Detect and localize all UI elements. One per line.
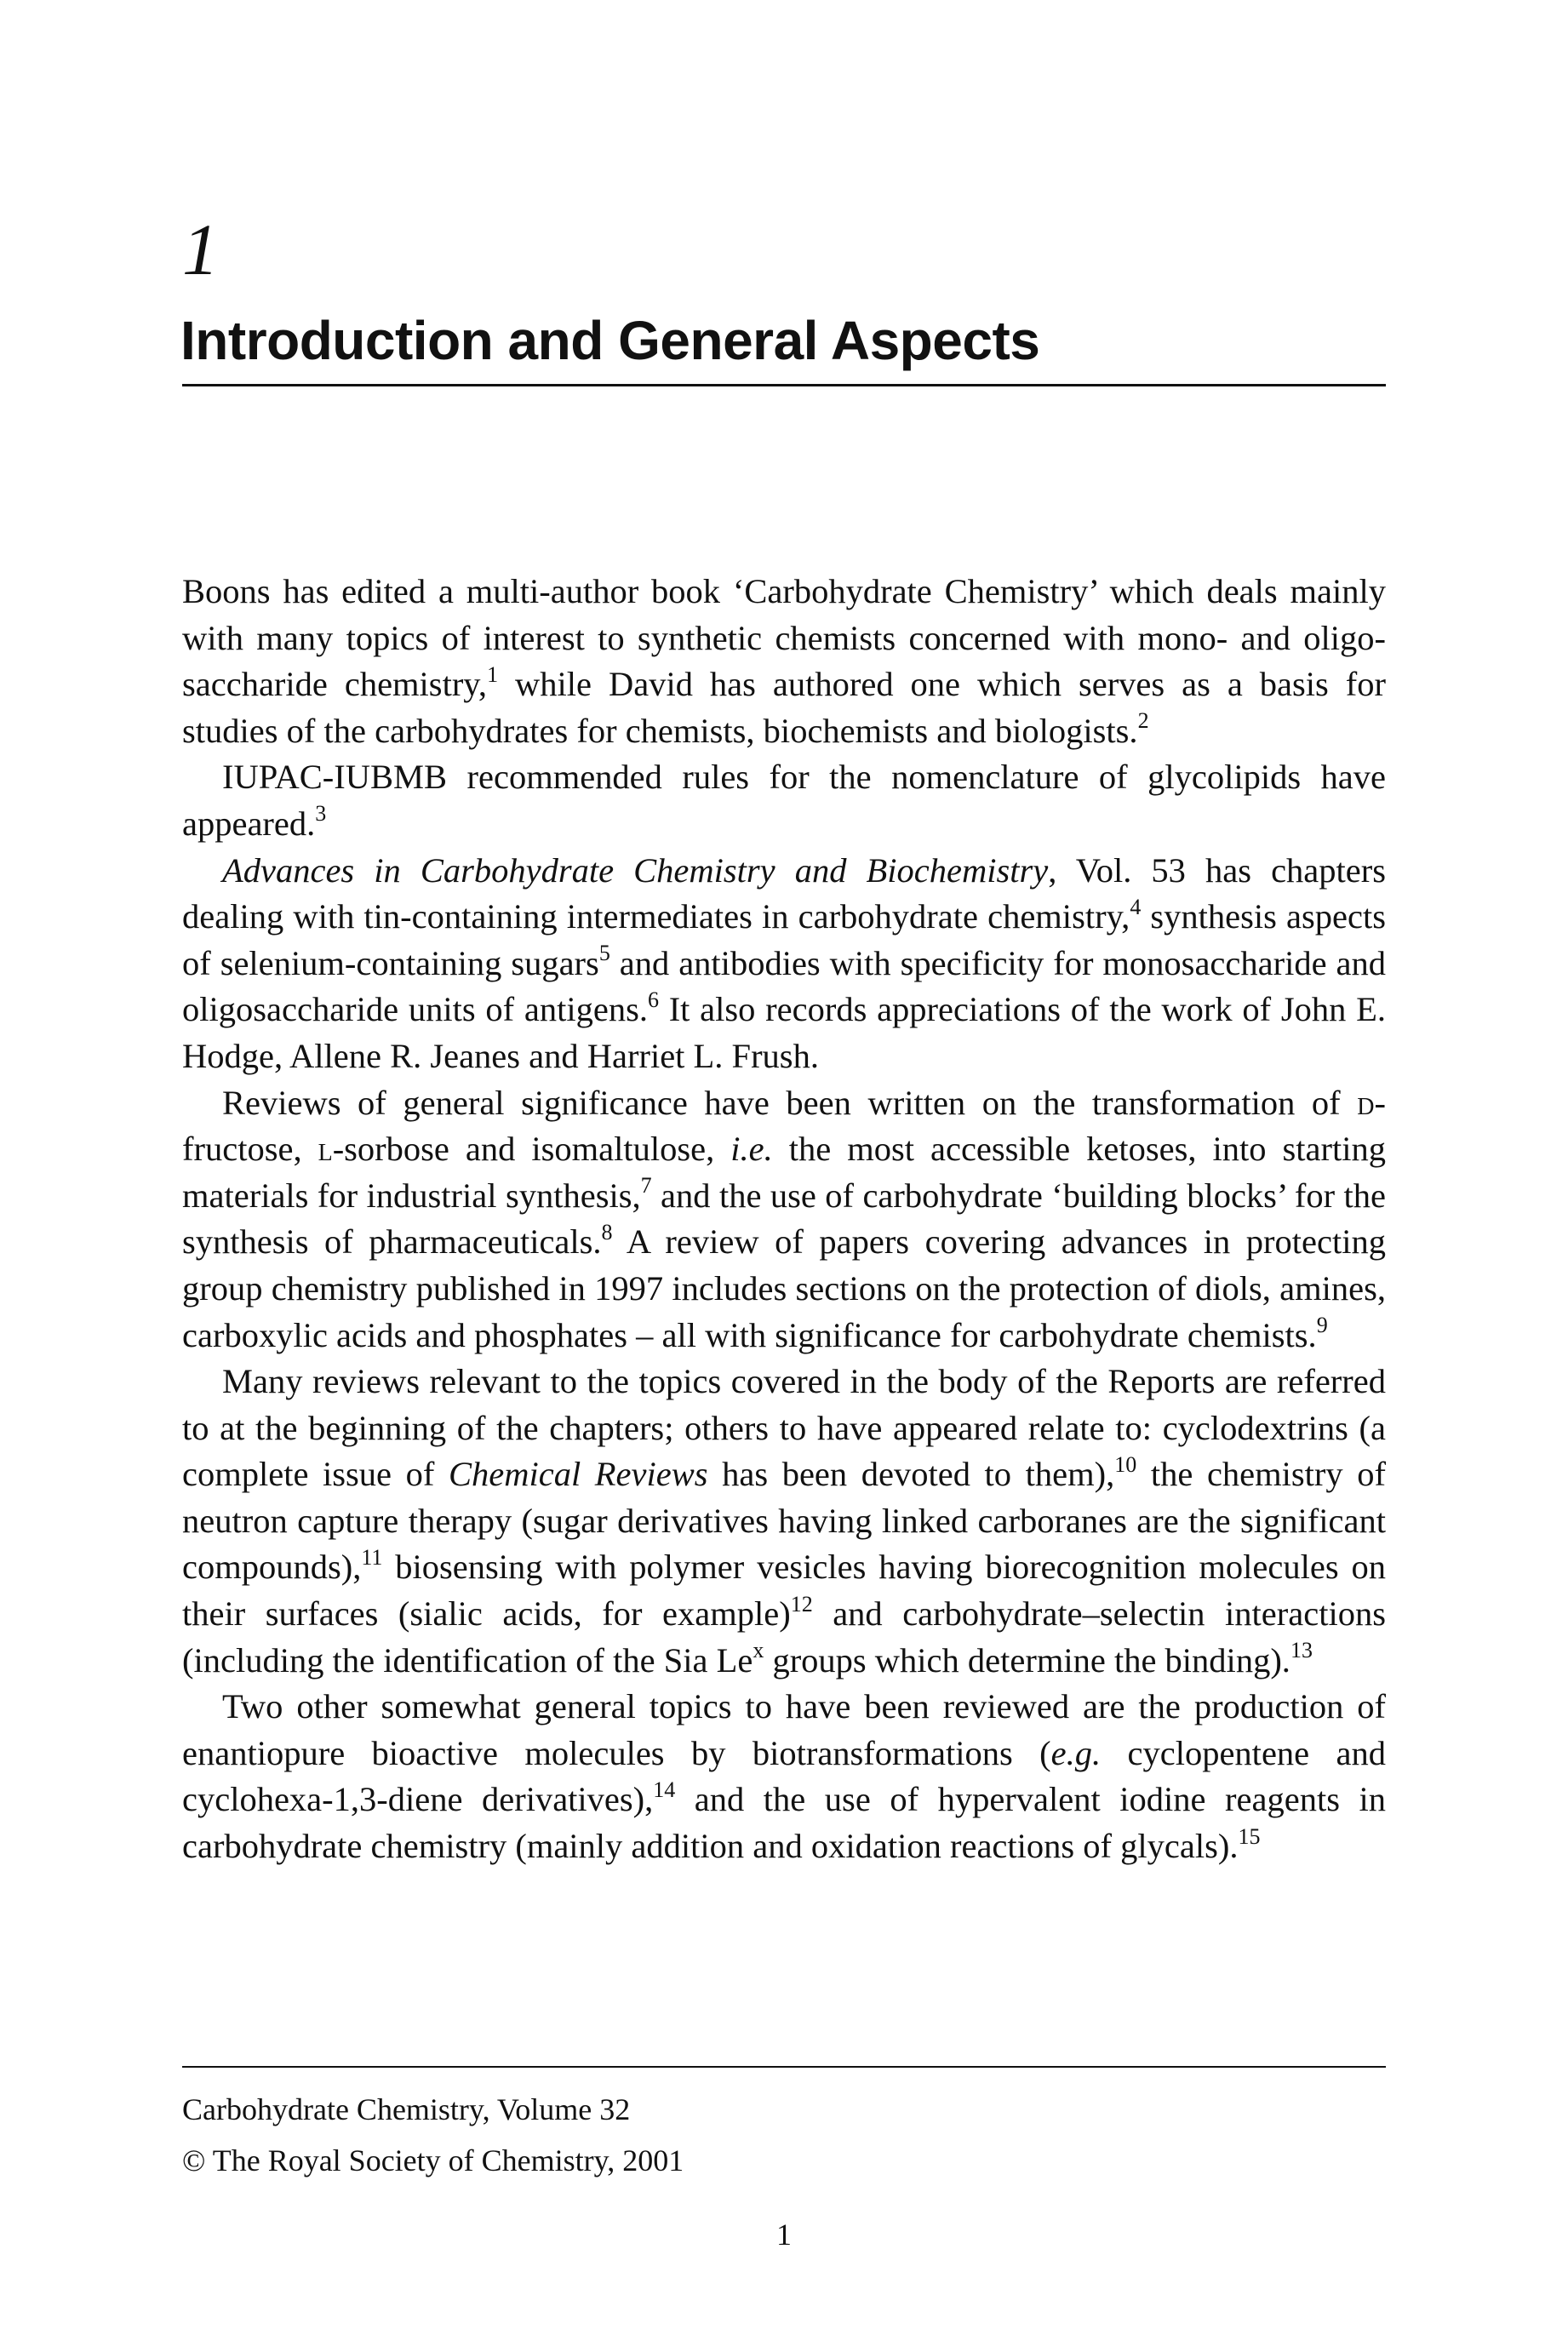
text-run: Two other somewhat general topics to have been reviewed are the production of enantiopure bioactive molecules by biotransformations ( xyxy=(182,1687,1386,1772)
footnote-copyright xyxy=(182,2145,684,2176)
text-run: Many reviews relevant to the topics covered in the body of the Reports are referred to at the beginning of the chapters; others to have appeared relate to: cyclodextrins (a complete issue of xyxy=(182,1362,1386,1494)
text-run: has been devoted to them), xyxy=(707,1455,1115,1494)
text-run: and the use of carbohydrate ‘building blocks’ for the synthesis of pharmaceuticals. xyxy=(182,1176,1386,1262)
text-run: IUPAC-IUBMB recommended rules for the nomenclature of glycolipids have appeared. xyxy=(182,758,1386,843)
text-run: groups which determine the binding). xyxy=(764,1640,1290,1680)
text-run: and carbohydrate–selectin interactions (including the identification of the Sia Le xyxy=(182,1594,1386,1680)
text-run: Boons has edited a multi-author book ‘Carbohydrate Chemistry’ which deals mainly with many topics of interest to synthetic chemists concerned with mono- and oligo-saccharide chemistry, xyxy=(182,572,1386,704)
reference-superscript: 3 xyxy=(315,801,327,827)
italic-text: e.g. xyxy=(1050,1733,1102,1772)
reference-superscript: 12 xyxy=(790,1591,813,1617)
reference-superscript: 4 xyxy=(1130,894,1142,919)
reference-superscript: 15 xyxy=(1238,1823,1261,1849)
reference-superscript: 9 xyxy=(1316,1313,1328,1337)
reference-superscript: 7 xyxy=(640,1173,652,1199)
copyright-symbol: © xyxy=(182,2143,206,2177)
text-run: It also records appreciations of the work of John E. Hodge, Allene R. Jeanes and Harriet L. Frush. xyxy=(182,990,1386,1075)
italic-text: i.e. xyxy=(730,1130,773,1169)
reference-superscript: 8 xyxy=(601,1219,613,1245)
text-run: -sorbose and isomaltulose, xyxy=(332,1130,731,1169)
reference-superscript: 5 xyxy=(598,941,610,966)
text-run: Reviews of general significance have been written on the transformation of xyxy=(222,1083,1358,1122)
reference-superscript: 1 xyxy=(487,661,499,687)
copyright-text: The Royal Society of Chemistry, 2001 xyxy=(212,2143,684,2177)
reference-superscript: 6 xyxy=(647,987,659,1012)
small-caps-text: l xyxy=(318,1130,333,1169)
text-run: -fructose, xyxy=(182,1083,1386,1169)
reference-superscript: 14 xyxy=(653,1777,676,1802)
italic-text: Chemical Reviews xyxy=(448,1455,708,1494)
paragraph-3 xyxy=(182,848,1386,1080)
page-number: 1 xyxy=(776,2218,792,2252)
italic-text: Advances in Carbohydrate Chemistry and Biochemistry xyxy=(222,850,1049,890)
paragraph-4 xyxy=(182,1080,1386,1359)
reference-superscript: 10 xyxy=(1114,1451,1137,1477)
text-run: A review of papers covering advances in protecting group chemistry published in 1997 includes sections on the protection of diols, amines, carboxylic acids and phosphates – all with significance for carbohydrate chemists. xyxy=(182,1222,1386,1354)
reference-superscript: 11 xyxy=(361,1544,383,1570)
chapter-number: 1 xyxy=(182,209,219,290)
text-run: synthesis aspects of selenium-containing sugars xyxy=(182,897,1386,982)
text-run: and antibodies with specificity for monosaccharide and oligosaccharide units of antigens. xyxy=(182,943,1386,1029)
text-run: and the use of hypervalent iodine reagents in carbohydrate chemistry (mainly addition and oxidation reactions of glycals). xyxy=(182,1780,1386,1866)
paragraph-5 xyxy=(182,1359,1386,1684)
body-text xyxy=(182,569,1386,1870)
text-run: cyclopentene and cyclohexa-1,3-diene derivatives), xyxy=(182,1733,1386,1819)
text-run: the most accessible ketoses, into starting materials for industrial synthesis, xyxy=(182,1130,1387,1215)
text-run: while David has authored one which serves as a basis for studies of the carbohydrates for chemists, biochemists and biologists. xyxy=(182,665,1386,750)
paragraph-2 xyxy=(182,754,1386,847)
title-rule xyxy=(182,384,1386,386)
text-run: biosensing with polymer vesicles having biorecognition molecules on their surfaces (sialic acids, for example) xyxy=(182,1548,1386,1634)
reference-superscript: x xyxy=(753,1638,764,1663)
paragraph-1 xyxy=(182,569,1386,754)
reference-superscript: 13 xyxy=(1290,1638,1313,1663)
small-caps-text: d xyxy=(1357,1083,1375,1122)
footnote-book-title: Carbohydrate Chemistry, Volume 32 xyxy=(182,2092,631,2126)
reference-superscript: 2 xyxy=(1137,708,1149,734)
chapter-title: Introduction and General Aspects xyxy=(180,310,1040,371)
text-run: the chemistry of neutron capture therapy (sugar derivatives having linked carboranes are the significant compounds), xyxy=(182,1455,1386,1587)
footnote-rule xyxy=(182,2066,1386,2068)
text-run: , Vol. 53 has chapters dealing with tin-containing intermediates in carbohydrate chemistry, xyxy=(182,850,1386,936)
paragraph-6 xyxy=(182,1684,1386,1869)
